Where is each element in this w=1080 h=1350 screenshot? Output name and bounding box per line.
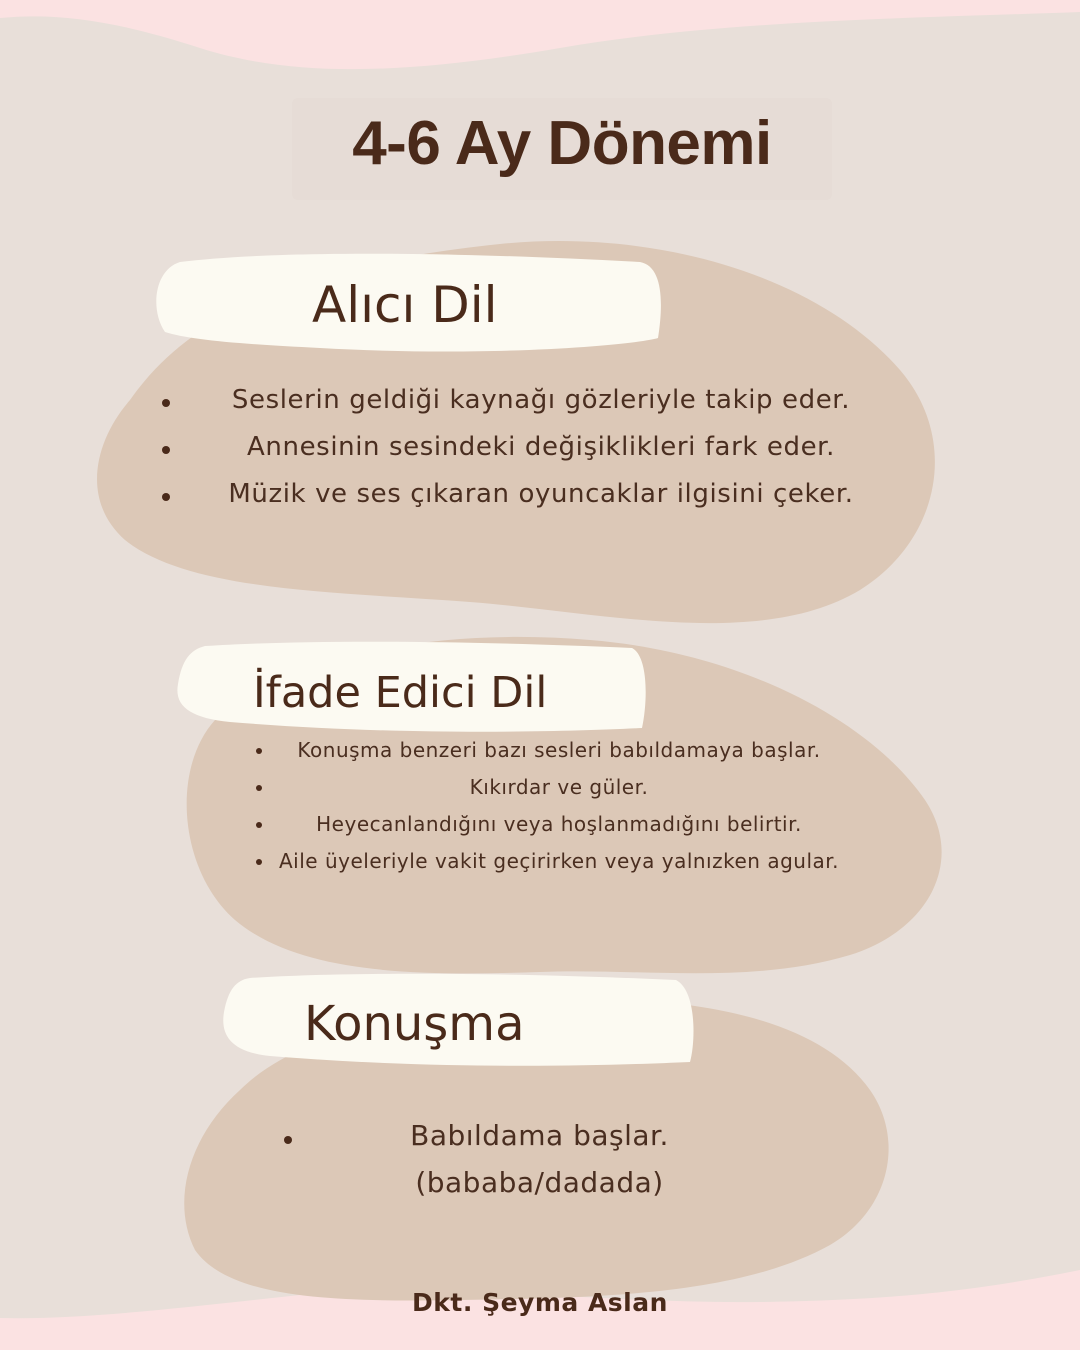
list-item xyxy=(160,474,900,521)
receptive-list xyxy=(160,380,900,521)
list-item-text: Seslerin geldiği kaynağı gözleriyle takip eder. xyxy=(231,385,851,415)
list-item-text: Müzik ve ses çıkaran oyuncaklar ilgisini çeker. xyxy=(228,479,854,509)
bullet-icon xyxy=(162,493,170,501)
list-item-text: Heyecanlandığını veya hoşlanmadığını belirtir. xyxy=(316,812,802,836)
expressive-list xyxy=(250,732,870,880)
bullet-icon xyxy=(162,399,170,407)
list-item-text: Konuşma benzeri bazı sesleri babıldamaya başlar. xyxy=(297,738,821,762)
list-item-text: Annesinin sesindeki değişiklikleri fark eder. xyxy=(247,432,835,462)
speech-list xyxy=(282,1112,762,1206)
section-heading-speech: Konuşma xyxy=(304,996,525,1052)
list-item-text: Aile üyeleriyle vakit geçirirken veya yalnızken agular. xyxy=(278,849,840,873)
list-item-text: Kıkırdar ve güler. xyxy=(469,775,649,799)
bullet-icon xyxy=(256,785,262,791)
list-item xyxy=(160,380,900,427)
bullet-icon xyxy=(256,859,262,865)
author-signature: Dkt. Şeyma Aslan xyxy=(412,1288,668,1317)
section-heading-expressive: İfade Edici Dil xyxy=(253,668,548,718)
page-title: 4-6 Ay Dönemi xyxy=(352,109,772,178)
list-item xyxy=(250,843,870,880)
section-heading-receptive: Alıcı Dil xyxy=(312,276,498,334)
list-item xyxy=(250,769,870,806)
bullet-icon xyxy=(256,748,262,754)
bullet-icon xyxy=(284,1136,292,1144)
list-item xyxy=(282,1112,762,1206)
bullet-icon xyxy=(162,446,170,454)
top-wave xyxy=(0,0,1080,69)
bullet-icon xyxy=(256,822,262,828)
list-item xyxy=(160,427,900,474)
list-item-text: Babıldama başlar. (bababa/dadada) xyxy=(410,1119,669,1199)
list-item xyxy=(250,732,870,769)
list-item xyxy=(250,806,870,843)
